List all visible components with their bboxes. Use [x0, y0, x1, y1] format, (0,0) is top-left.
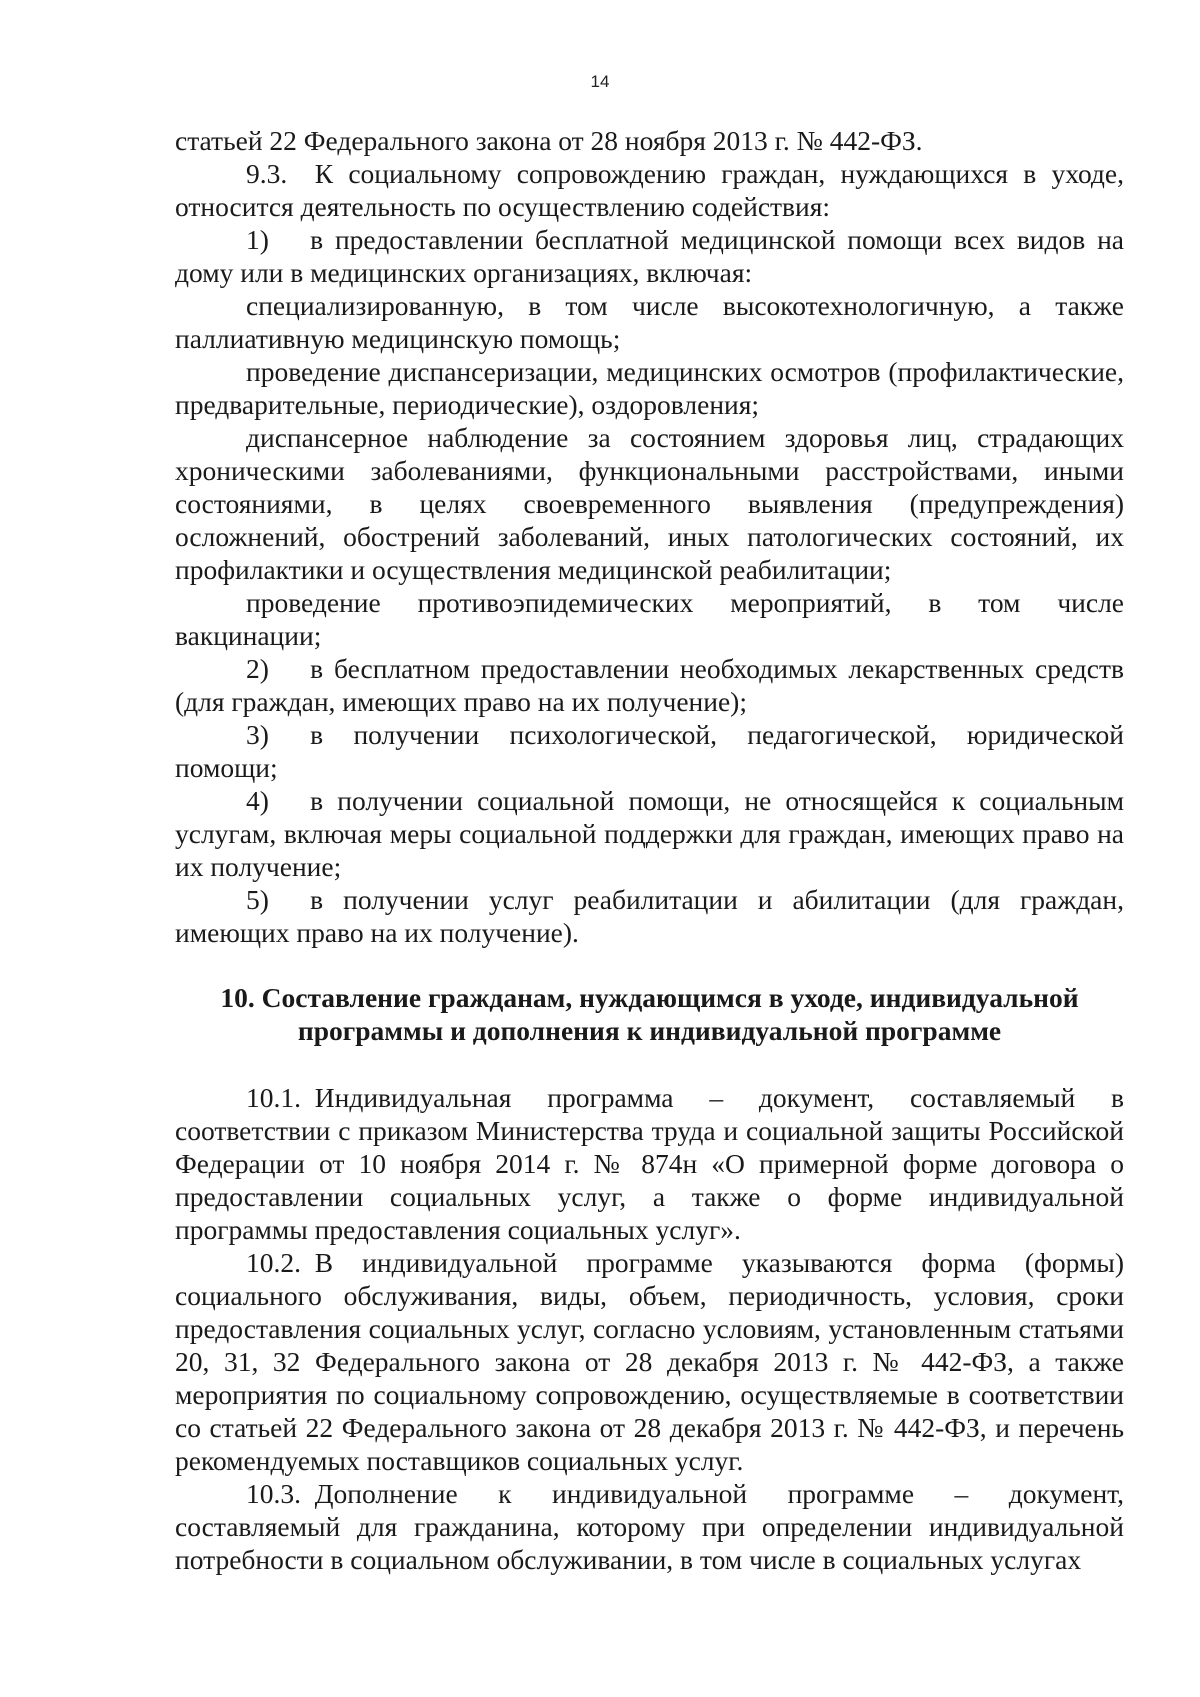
list-item-1: 1) в предоставлении бесплатной медицинской помощи всех видов на дому или в медицинских организациях, включая:: [175, 224, 1124, 288]
paragraph-10-1: 10.1. Индивидуальная программа – документ, составляемый в соответствии с приказом Министерства труда и социальной защиты Российской Федерации от 10 ноября 2014 г. № 874н «О примерной форме договора о предоставлении социальных услуг, а также о форме индивидуальной программы предоставления социальных услуг».: [175, 1082, 1124, 1245]
section-heading-line-2: программы и дополнения к индивидуальной программе: [297, 1015, 1002, 1046]
paragraph: проведение противоэпидемических мероприятий, в том числе вакцинации;: [175, 587, 1124, 651]
page-number: 14: [590, 72, 610, 91]
paragraph: диспансерное наблюдение за состоянием здоровья лиц, страдающих хроническими заболеваниями, функциональными расстройствами, иными состояниями, в целях своевременного выявления (предупреждения) осложнений, обострений заболеваний, иных патологических состояний, их профилактики и осуществления медицинской реабилитации;: [175, 422, 1124, 585]
section-heading-line-1: 10. Составление гражданам, нуждающимся в уходе, индивидуальной: [220, 982, 1079, 1013]
list-item-2: 2) в бесплатном предоставлении необходимых лекарственных средств (для граждан, имеющих право на их получение);: [175, 653, 1124, 717]
section-10-content: [175, 1081, 1124, 1576]
paragraph-10-3: 10.3. Дополнение к индивидуальной программе – документ, составляемый для гражданина, которому при определении индивидуальной потребности в социальном обслуживании, в том числе в социальных услугах: [175, 1478, 1124, 1575]
paragraph: статьей 22 Федерального закона от 28 ноября 2013 г. № 442-ФЗ.: [175, 125, 923, 156]
paragraph-9-3: 9.3. К социальному сопровождению граждан, нуждающихся в уходе, относится деятельность по осуществлению содействия:: [175, 158, 1124, 222]
document-body: [175, 124, 1124, 1576]
paragraph-10-2: 10.2. В индивидуальной программе указываются форма (формы) социального обслуживания, виды, объем, периодичность, условия, сроки предоставления социальных услуг, согласно условиям, установленным статьями 20, 31, 32 Федерального закона от 28 декабря 2013 г. № 442-ФЗ, а также мероприятия по социальному сопровождению, осуществляемые в соответствии со статьей 22 Федерального закона от 28 декабря 2013 г. № 442-ФЗ, и перечень рекомендуемых поставщиков социальных услуг.: [175, 1247, 1124, 1476]
paragraph: специализированную, в том числе высокотехнологичную, а также паллиативную медицинскую помощь;: [175, 290, 1124, 354]
list-item-5: 5) в получении услуг реабилитации и абилитации (для граждан, имеющих право на их получение).: [175, 884, 1124, 948]
paragraph: проведение диспансеризации, медицинских осмотров (профилактические, предварительные, периодические), оздоровления;: [175, 356, 1124, 420]
list-item-4: 4) в получении социальной помощи, не относящейся к социальным услугам, включая меры социальной поддержки для граждан, имеющих право на их получение;: [175, 785, 1124, 882]
list-item-3: 3) в получении психологической, педагогической, юридической помощи;: [175, 719, 1124, 783]
section-heading: [175, 981, 1124, 1047]
